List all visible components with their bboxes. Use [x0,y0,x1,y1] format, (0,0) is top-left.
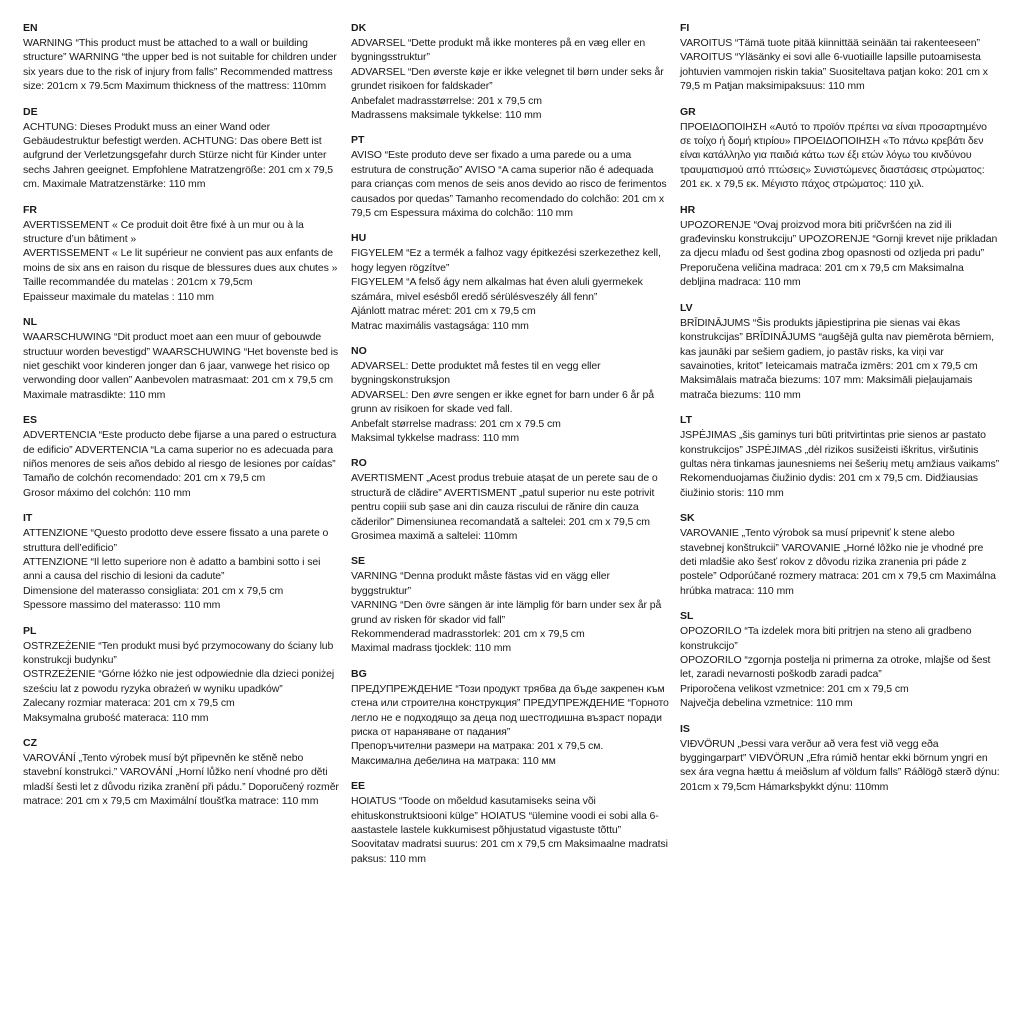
warning-paragraph: OPOZORILO “zgornja postelja ni primerna za otroke, mlajše od šest let, zaradi nevarnosti poškodb zaradi padca” [680,654,991,681]
warning-paragraph: AVERTISSEMENT « Le lit supérieur ne convient pas aux enfants de moins de six ans en raison du risque de blessures dues aux chutes » Taille recommandée du matelas : 201cm x 79,5cm [23,247,338,289]
warning-paragraph: VAROITUS “Tämä tuote pitää kiinnittää seinään tai rakenteeseen” VAROITUS “Yläsänky ei sovi alle 6-vuotiaille lapsille putoamisesta johtuvien vammojen riskin takia” Suositeltava patjan koko: 201 cm x 79,5 m Patjan maksimipaksuus: 110 mm [680,37,988,93]
warning-paragraph: Rekommenderad madrasstorlek: 201 cm x 79,5 cm [351,628,585,640]
column-3 [680,21,1000,805]
warning-paragraph: ADVARSEL “Den øverste køje er ikke velegnet til børn under seks år grundet risikoen for faldskader” [351,65,664,93]
warning-paragraph: ACHTUNG: Dieses Produkt muss an einer Wand oder Gebäudestruktur befestigt werden. ACHTUNG: Das obere Bett ist aufgrund der Verletzungsgefahr durch Stürze nicht für Kinder unter sechs Jahren geeignet. Empfohlene Matratzengröße: 201 cm x 79,5 cm. Maximale Matratzenstärke: 110 mm [23,120,334,191]
warning-paragraph: VARNING “Denna produkt måste fästas vid en vägg eller byggstruktur” [351,570,610,597]
warning-paragraph: ADVARSEL “Dette produkt må ikke monteres på en væg eller en bygningsstruktur” [351,37,646,64]
warning-text [351,246,671,332]
warning-paragraph: Препоръчителни размери на матрака: 201 x 79,5 см. [351,740,604,753]
warning-text [23,526,341,612]
warning-paragraph: Največja debelina vzmetnice: 110 mm [680,697,853,710]
column-2 [351,21,671,877]
warning-paragraph: Maksymalna grubość materaca: 110 mm [23,711,209,724]
warning-paragraph: Priporočena velikost vzmetnice: 201 cm x 79,5 cm [680,682,909,695]
language-section-pt [351,133,671,220]
language-code: IT [23,512,33,525]
warning-text [23,120,341,192]
warning-paragraph: ADVARSEL: Dette produktet må festes til en vegg eller bygningskonstruksjon [351,359,601,387]
warning-text [351,148,671,220]
warning-text [680,526,1000,598]
language-section-fr [23,203,341,304]
warning-paragraph: FIGYELEM “A felső ágy nem alkalmas hat éven aluli gyermekek számára, mivel esésből eredő sérülésveszély áll fenn” [351,276,643,303]
warning-text [680,624,1000,710]
warning-paragraph: Dimensione del materasso consigliata: 201 cm x 79,5 cm [23,584,284,597]
warning-text [351,682,671,768]
warning-paragraph: UPOZORENJE “Ovaj proizvod mora biti pričvršćen na zid ili građevinsku konstrukciju” UPOZORENJE “Gornji krevet nije prikladan za djecu mlađu od šest godina zbog opasnosti od ozljeda pri padu” Preporučena veličina madraca: 201 cm x 79,5 cm Maksimalna debljina madraca: 110 mm [680,218,998,289]
language-section-bg [351,667,671,768]
language-section-ro [351,456,671,543]
warning-paragraph: ATTENZIONE “Questo prodotto deve essere fissato a una parete o struttura dell’edificio” [23,527,329,554]
language-code: LT [680,414,693,427]
warning-text [680,120,1000,192]
warning-text [680,36,1000,94]
language-section-de [23,105,341,192]
language-section-ee [351,779,671,866]
language-code: HU [351,232,367,245]
warning-text [23,639,341,725]
warning-paragraph: Anbefalet madrasstørrelse: 201 x 79,5 cm [351,94,542,107]
language-section-sk [680,511,1000,598]
warning-text [23,428,341,500]
language-section-no [351,344,671,445]
language-section-sl [680,609,1000,710]
language-section-gr [680,105,1000,192]
language-code: FI [680,22,690,34]
warning-paragraph: ATTENZIONE “Il letto superiore non è adatto a bambini sotto i sei anni a causa del rischio di lesioni da cadute” [23,555,321,583]
warning-paragraph: WARNING “This product must be attached to a wall or building structure” WARNING “the upper bed is not suitable for children under six years due to the risk of injury from falls” Recommended mattress size: 201cm x 79.5cm Maximum thickness of the mattress: 110mm [23,37,337,93]
warning-text [23,751,341,809]
language-section-hu [351,231,671,332]
language-code: NO [351,344,367,357]
warning-text [351,794,671,866]
warning-paragraph: Maximal madrass tjocklek: 110 mm [351,642,511,655]
language-code: GR [680,105,696,118]
language-code: FR [23,203,37,216]
language-code: NL [23,316,37,329]
warning-text [351,569,671,655]
warning-paragraph: OPOZORILO “Ta izdelek mora biti pritrjen na steno ali gradbeno konstrukcijo” [680,625,972,652]
warning-paragraph: FIGYELEM “Ez a termék a falhoz vagy épitkezési szerkezethez kell, hogy legyen rögzítve” [351,247,661,274]
language-code: PL [23,624,37,637]
column-1 [23,21,341,820]
language-code: SL [680,610,694,623]
language-code: PT [351,134,365,147]
warning-paragraph: ADVERTENCIA “Este producto debe fijarse a una pared o estructura de edificio” ADVERTENCIA “La cama superior no es adecuada para niños menores de seis años debido al riesgo de lesiones por caídas” Tamaño de colchón recomendado: 201 cm x 79,5 cm [23,429,337,485]
warning-paragraph: VARNING “Den övre sängen är inte lämplig för barn under sex år på grund av risken för skador vid fall” [351,599,662,626]
warning-paragraph: WAARSCHUWING “Dit product moet aan een muur of gebouwde structuur worden bevestigd” WAARSCHUWING “Het bovenste bed is niet geschikt voor kinderen jonger dan 6 jaar, vanwege het risico op verwonding door vallen” Aanbevolen matrasmaat: 201 cm x 79,5 cm Maximale matrasdikte: 110 mm [23,331,339,401]
warning-paragraph: Максимална дебелина на матрака: 110 мм [351,754,556,767]
language-section-nl [23,315,341,402]
language-section-hr [680,203,1000,290]
warning-text [680,428,1000,500]
warning-paragraph: ADVARSEL: Den øvre sengen er ikke egnet for barn under 6 år på grunn av risikoen for skade ved fall. [351,388,654,416]
language-section-lt [680,413,1000,500]
warning-text [351,359,671,445]
warning-text [23,330,341,402]
warning-paragraph: JSPĖJIMAS „šis gaminys turi būti pritvirtintas prie sienos ar pastato konstrukcijos” JSPĖJIMAS „dėl rizikos susižeisti iškritus, viršutinis gultas nėra tinkamas jaunesniems nei šešerių metų amžiaus vaikams” Rekomenduojamas čiužinio dydis: 201 cm x 79,5 cm. Didžiausias čiužinio storis: 110 mm [680,429,1000,499]
language-section-pl [23,624,341,725]
language-section-cz [23,736,341,809]
language-section-is [680,722,1000,795]
warning-paragraph: Epaisseur maximale du matelas : 110 mm [23,290,214,303]
warning-paragraph: VAROVANIE „Tento výrobok sa musí pripevniť k stene alebo stavebnej konštrukcii” VAROVANIE „Horné lôžko nie je vhodné pre deti mladšie ako šesť rokov z dôvodu rizika zranenia pri páde z postele” Odporúčané rozmery matraca: 201 cm x 79,5 cm Maximálna hrúbka matraca: 110 mm [680,527,996,597]
language-code: EE [351,780,366,793]
warning-paragraph: AVERTISSEMENT « Ce produit doit être fixé à un mur ou à la structure d’un bâtiment » [23,218,304,246]
warning-paragraph: OSTRZEŻENIE “Ten produkt musi być przymocowany do ściany lub konstrukcji budynku” [23,639,334,666]
language-section-it [23,511,341,612]
warning-paragraph: VIÐVÖRUN „Þessi vara verður að vera fest við vegg eða byggingarpart” VIÐVÖRUN „Efra rúmið hentar ekki börnum yngri en sex ára vegna hættu á meiðslum af völdum falls” Ráðlögð stærð dýnu: 201cm x 79,5cm Hámarksþykkt dýnu: 110mm [680,737,1000,793]
language-section-es [23,413,341,500]
language-code: RO [351,457,367,470]
warning-text [680,218,1000,290]
warning-paragraph: Matrac maximális vastagsága: 110 mm [351,319,529,332]
language-code: DK [351,22,367,34]
warning-paragraph: OSTRZEŻENIE “Górne łóżko nie jest odpowiednie dla dzieci poniżej sześciu lat z powodu ryzyka obrażeń w wyniku upadków” [23,668,335,695]
warning-paragraph: ΠΡΟΕΙΔΟΠΟΙΗΣΗ «Αυτό το προϊόν πρέπει να είναι προσαρτημένο σε τοίχο ή δομή κτιρίου» ΠΡΟΕΙΔΟΠΟΙΗΣΗ «Το πάνω κρεβάτι δεν είναι κατάλληλο για παιδιά κάτω των έξι ετών λόγω του κινδύνου τραυματισμού από πτώσεις» Συνιστώμενες διαστάσεις στρώματος: 201 εκ. x 79,5 εκ. Μέγιστο πάχος στρώματος: 110 χιλ. [680,120,987,191]
warning-text [351,36,671,122]
language-code: ES [23,414,38,427]
warning-paragraph: Ajánlott matrac méret: 201 cm x 79,5 cm [351,305,536,318]
language-code: HR [680,203,696,216]
language-code: SE [351,555,366,568]
language-code: IS [680,722,690,735]
language-section-se [351,554,671,655]
language-code: CZ [23,737,37,750]
warning-text [23,218,341,304]
warning-paragraph: AVISO “Este produto deve ser fixado a uma parede ou a uma estrutura de construção” AVISO “A cama superior não é adequada para crianças com menos de seis anos devido ao risco de ferimentos causados por quedas” Tamanho recomendado do colchão: 201 cm x 79,5 cm Espessura máxima do colchão: 110 mm [351,149,667,220]
language-code: LV [680,301,693,314]
language-section-fi [680,21,1000,94]
warning-paragraph: Madrassens maksimale tykkelse: 110 mm [351,109,542,122]
language-code: DE [23,105,38,118]
language-section-lv [680,301,1000,402]
language-section-dk [351,21,671,122]
language-code: SK [680,512,695,525]
warning-text [680,737,1000,795]
warning-text [351,471,671,543]
language-code: BG [351,667,367,680]
warning-paragraph: Maksimal tykkelse madrass: 110 mm [351,431,520,444]
warning-paragraph: HOIATUS “Toode on mõeldud kasutamiseks seina või ehituskonstruktsiooni külge” HOIATUS “ülemine voodi ei sobi alla 6-aastastele lastele kukkumisest põhjustatud vigastuste tõttu” Soovitatav madratsi suurus: 201 cm x 79,5 cm Maksimaalne madratsi paksus: 110 mm [351,795,668,865]
warning-text [23,36,341,94]
warning-paragraph: Anbefalt størrelse madrass: 201 cm x 79.5 cm [351,417,561,430]
warning-paragraph: Spessore massimo del materasso: 110 mm [23,599,221,612]
warning-paragraph: Zalecany rozmiar materaca: 201 cm x 79,5 cm [23,697,235,710]
language-section-en [23,21,341,94]
warning-paragraph: ПРЕДУПРЕЖДЕНИЕ “Този продукт трябва да бъде закрепен към стена или строителна конструкция” ПРЕДУПРЕЖДЕНИЕ “Горното легло не е подходящо за деца под шестгодишна възраст поради риска от нараняване от падания” [351,682,669,739]
warning-paragraph: BRĪDINĀJUMS “Šis produkts jāpiestiprina pie sienas vai ēkas konstrukcijas” BRĪDINĀJUMS “augšējā gulta nav piemērota bērniem, kas jaunāki par sešiem gadiem, jo pastāv risks, ka viņi var savainoties, kritot” Ieteicamais matrača izmērs: 201 cm x 79,5 cm Maksimālais matrača biezums: 107 mm: Maksimāli pieļaujamais matrača biezums: 110 mm [680,316,994,401]
warning-paragraph: VAROVÁNÍ „Tento výrobek musí být připevněn ke stěně nebo stavební konstrukci.” VAROVÁNÍ „Horní lůžko není vhodné pro děti mladší šesti let z důvodu rizika zranění při pádu.” Doporučený rozměr matrace: 201 cm x 79,5 cm Maximální tloušťka matrace: 110 mm [23,752,339,808]
warning-text [680,316,1000,402]
warning-paragraph: Grosor máximo del colchón: 110 mm [23,486,191,499]
warning-paragraph: AVERTISMENT „Acest produs trebuie atașat de un perete sau de o structură de clădire” AVERTISMENT „patul superior nu este potrivit pentru copiii sub șase ani din cauza riscului de rănire din cauza căderilor” Dimensiunea recomandată a saltelei: 201 cm x 79,5 cm Grosimea maximă a saltelei: 110mm [351,472,658,542]
language-code: EN [23,22,38,34]
